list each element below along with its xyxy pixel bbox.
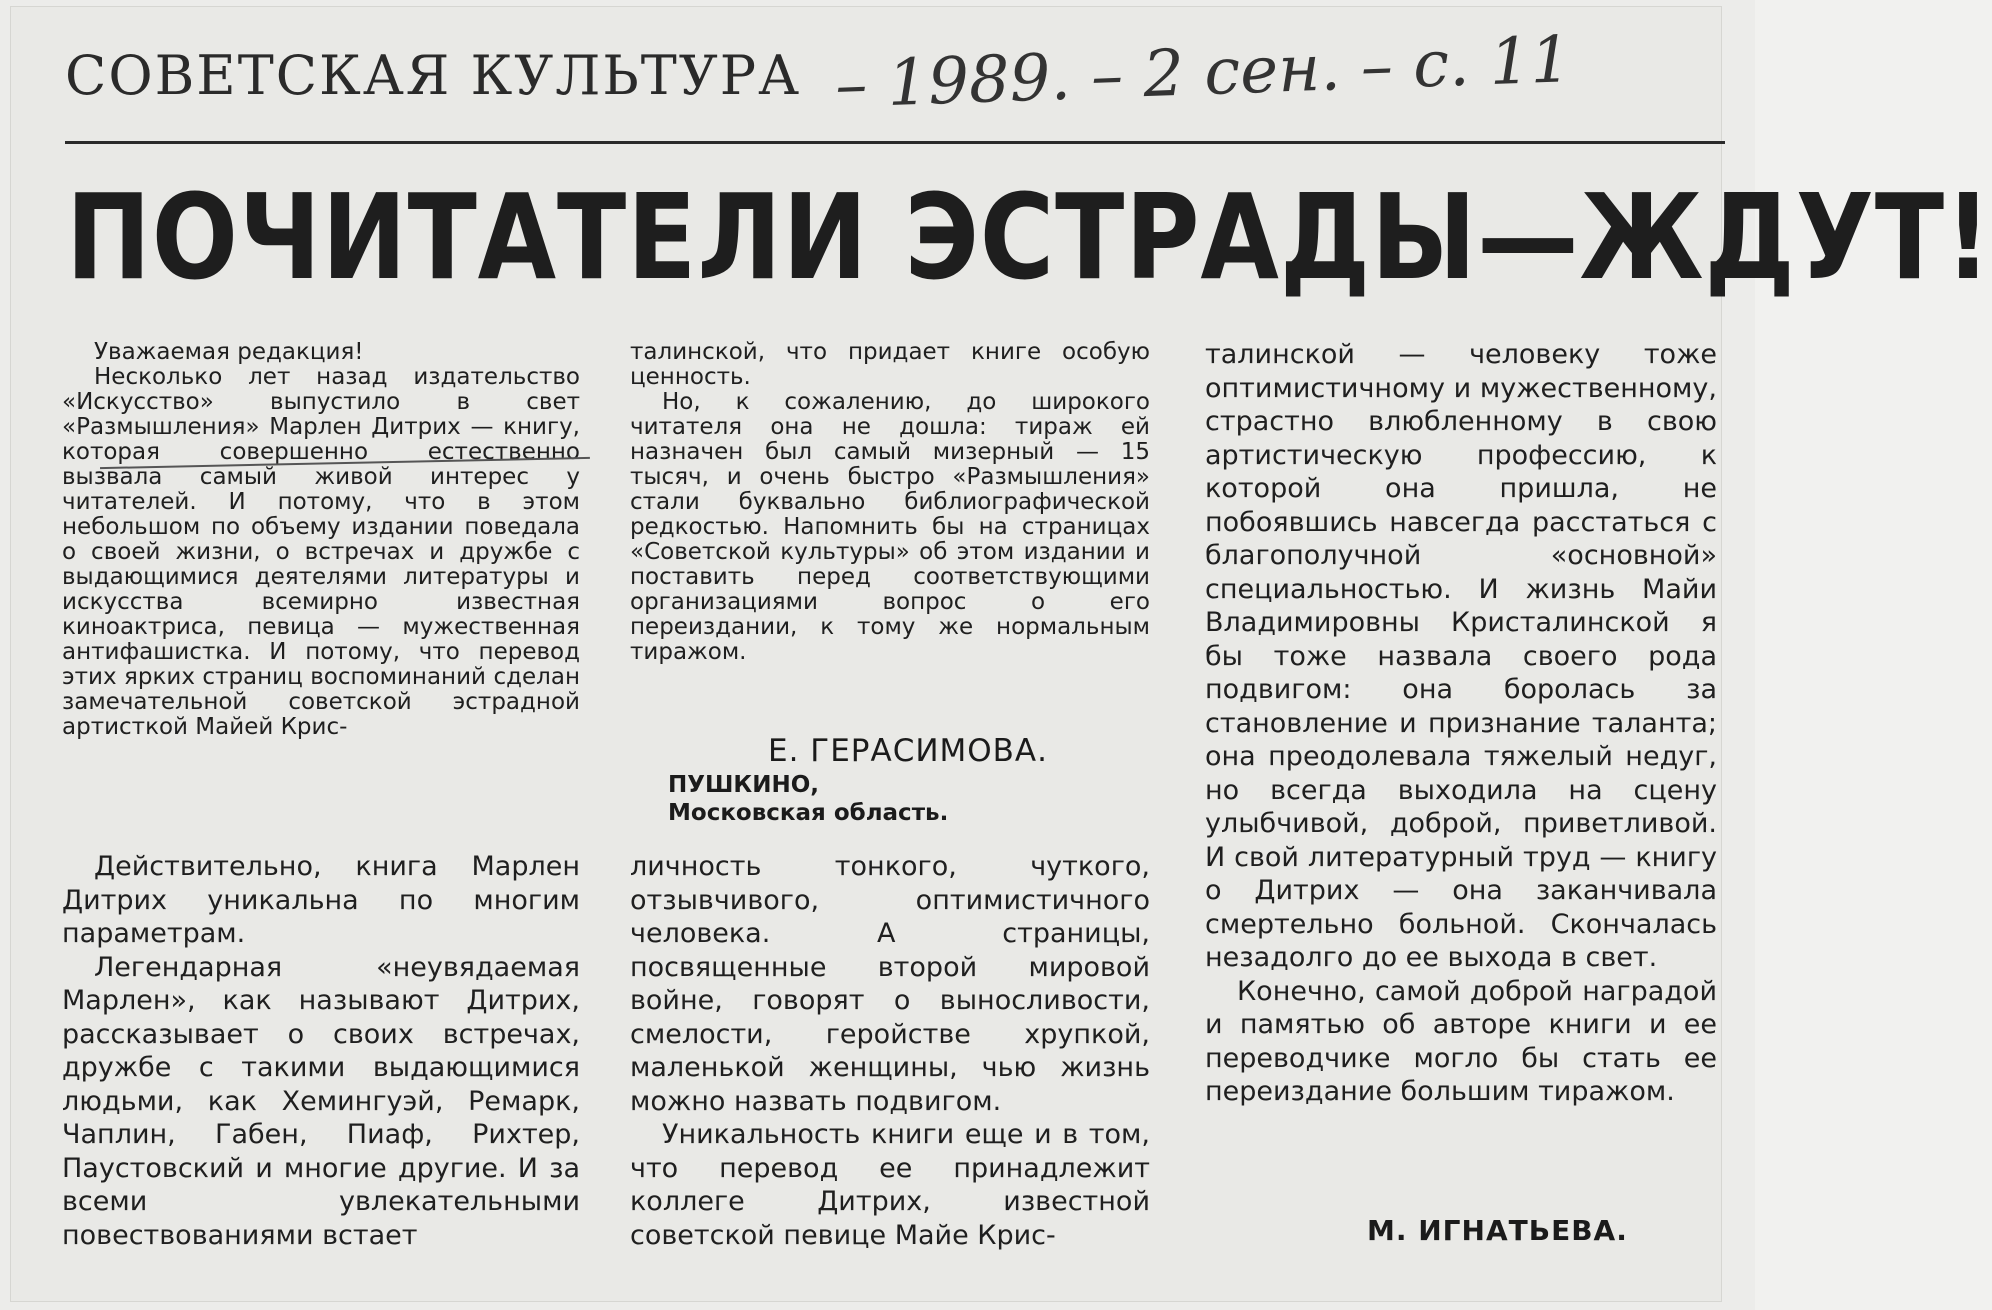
response-paragraph: талинской — человеку тоже оптимистичному и мужественному, страстно влюбленному в свою артистическую профессию, к которой она пришла, не побоявшись навсегда расстаться с благополучной «основной» специальностью. И жизнь Майи Владимировны Кристалинской я бы тоже назвала своего рода подвигом: она боролась за становление и признание таланта; она преодолевала тяжелый недуг, но всегда выходила на сцену улыбчивой, доброй, приветливой. И свой литературный труд — книгу о Дитрих — она заканчивала смертельно больной. Скончалась незадолго до ее выхода в свет. (1205, 339, 1717, 973)
response-paragraph: Конечно, самой доброй наградой и памятью об авторе книги и ее переводчике могло бы стать ее переиздание большим тиражом. (1205, 975, 1717, 1107)
masthead-rule (65, 141, 1725, 144)
response-column-1 (62, 850, 580, 1252)
response-paragraph: личность тонкого, чуткого, отзывчивого, оптимистичного человека. А страницы, посвященные второй мировой войне, говорят о выносливости, смелости, геройстве хрупкой, маленькой женщины, чью жизнь можно назвать подвигом. (630, 851, 1150, 1117)
newspaper-masthead: СОВЕТСКАЯ КУЛЬТУРА (65, 44, 802, 107)
letter-region: Московская область. (668, 800, 949, 826)
response-column-3 (1205, 338, 1717, 1109)
letter-column-2 (630, 340, 1150, 665)
letter-signature: Е. ГЕРАСИМОВА. (768, 733, 1048, 769)
response-column-2 (630, 850, 1150, 1252)
letter-city: ПУШКИНО, (668, 772, 819, 798)
letter-greeting: Уважаемая редакция! (94, 339, 364, 365)
letter-location (668, 771, 948, 827)
handwritten-date-note: – 1989. – 2 сен. – с. 11 (833, 23, 1573, 123)
letter-column-1 (62, 340, 580, 740)
response-signature: М. ИГНАТЬЕВА. (1367, 1214, 1628, 1247)
letter-paragraph: талинской, что придает книге особую ценность. (630, 339, 1150, 390)
letter-paragraph: Несколько лет назад издательство «Искусство» выпустило в свет «Размышления» Марлен Дитрих — книгу, которая совершенно естественно вызвала самый живой интерес у читателей. И потому, что в этом небольшом по объему издании поведала о своей жизни, о встречах и дружбе с выдающимися деятелями литературы и искусства всемирно известная киноактриса, певица — мужественная антифашистка. И потому, что перевод этих ярких страниц воспоминаний сделан замечательной советской эстрадной артисткой Майей Крис- (62, 364, 580, 740)
article-headline: ПОЧИТАТЕЛИ ЭСТРАДЫ—ЖДУТ! (66, 168, 1992, 306)
response-paragraph: Действительно, книга Марлен Дитрих уникальна по многим параметрам. (62, 851, 580, 949)
letter-paragraph: Но, к сожалению, до широкого читателя она не дошла: тираж ей назначен был самый мизерный — 15 тысяч, и очень быстро «Размышления» стали буквально библиографической редкостью. Напомнить бы на страницах «Советской культуры» об этом издании и поставить перед соответствующими организациями вопрос о его переиздании, к тому же нормальным тиражом. (630, 389, 1150, 665)
response-paragraph: Уникальность книги еще и в том, что перевод ее принадлежит коллеге Дитрих, известной советской певице Майе Крис- (630, 1119, 1150, 1251)
response-paragraph: Легендарная «неувядаемая Марлен», как называют Дитрих, рассказывает о своих встречах, дружбе с такими выдающимися людьми, как Хемингуэй, Ремарк, Чаплин, Габен, Пиаф, Рихтер, Паустовский и многие другие. И за всеми увлекательными повествованиями встает (62, 951, 580, 1251)
